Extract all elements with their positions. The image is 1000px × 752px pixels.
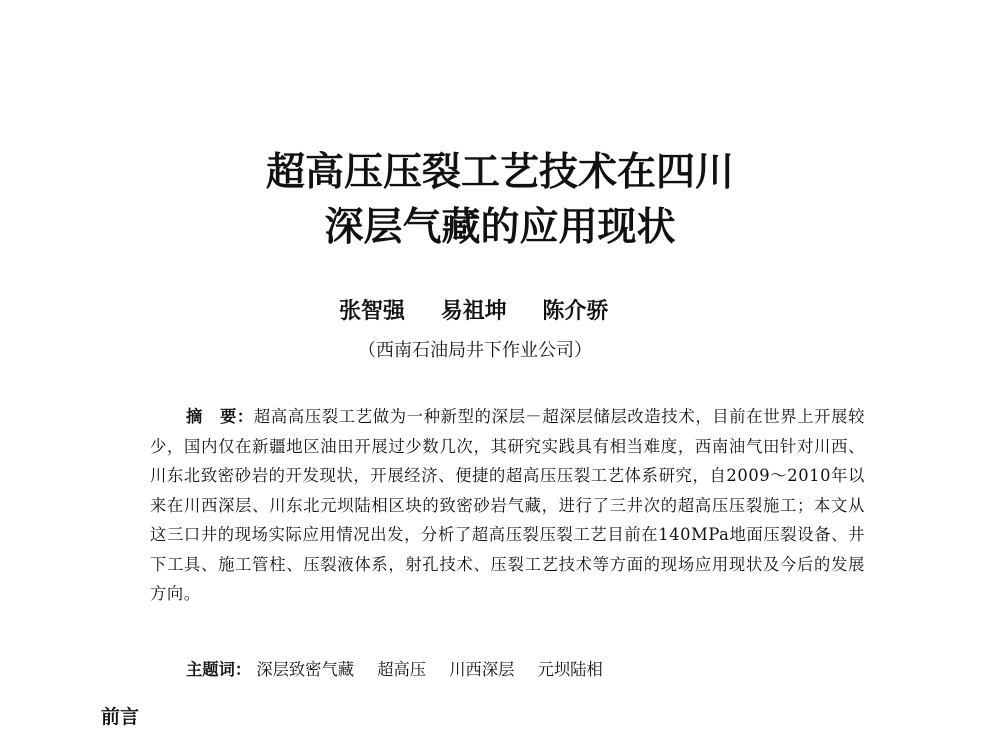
abstract-text: 超高高压裂工艺做为一种新型的深层－超深层储层改造技术，目前在世界上开展较少，国内仅在新疆地区油田开展过少数几次，其研究实践具有相当难度，西南油气田针对川西、川东北致密砂岩的开发现状，开展经济、便捷的超高压压裂工艺体系研究，自2009～2010年以来在川西深层、川东北元坝陆相区块的致密砂岩气藏，进行了三井次的超高压压裂施工；本文从这三口井的现场实际应用情况出发，分析了超高压裂压裂工艺目前在140MPa地面压裂设备、井下工具、施工管柱、压裂液体系，射孔技术、压裂工艺技术等方面的现场应用现状及今后的发展方向。	[150, 407, 866, 603]
author-affiliation: （西南石油局井下作业公司）	[358, 340, 592, 361]
abstract-label: 摘 要：	[186, 407, 254, 426]
keywords-label: 主题词：	[186, 660, 252, 679]
author-name: 易祖坤	[440, 298, 507, 324]
section-heading: 前言	[101, 706, 140, 728]
keyword: 川西深层	[449, 660, 515, 679]
keywords-line	[186, 655, 866, 684]
abstract-paragraph	[150, 402, 865, 609]
keyword: 超高压	[377, 660, 427, 679]
paper-title-line-2: 深层气藏的应用现状	[324, 204, 676, 250]
author-list	[339, 296, 669, 326]
author-name: 陈介骄	[542, 298, 609, 324]
paper-title-line-1: 超高压压裂工艺技术在四川	[265, 149, 734, 195]
keyword: 元坝陆相	[537, 660, 603, 679]
keyword: 深层致密气藏	[256, 660, 355, 679]
author-name: 张智强	[339, 298, 406, 324]
